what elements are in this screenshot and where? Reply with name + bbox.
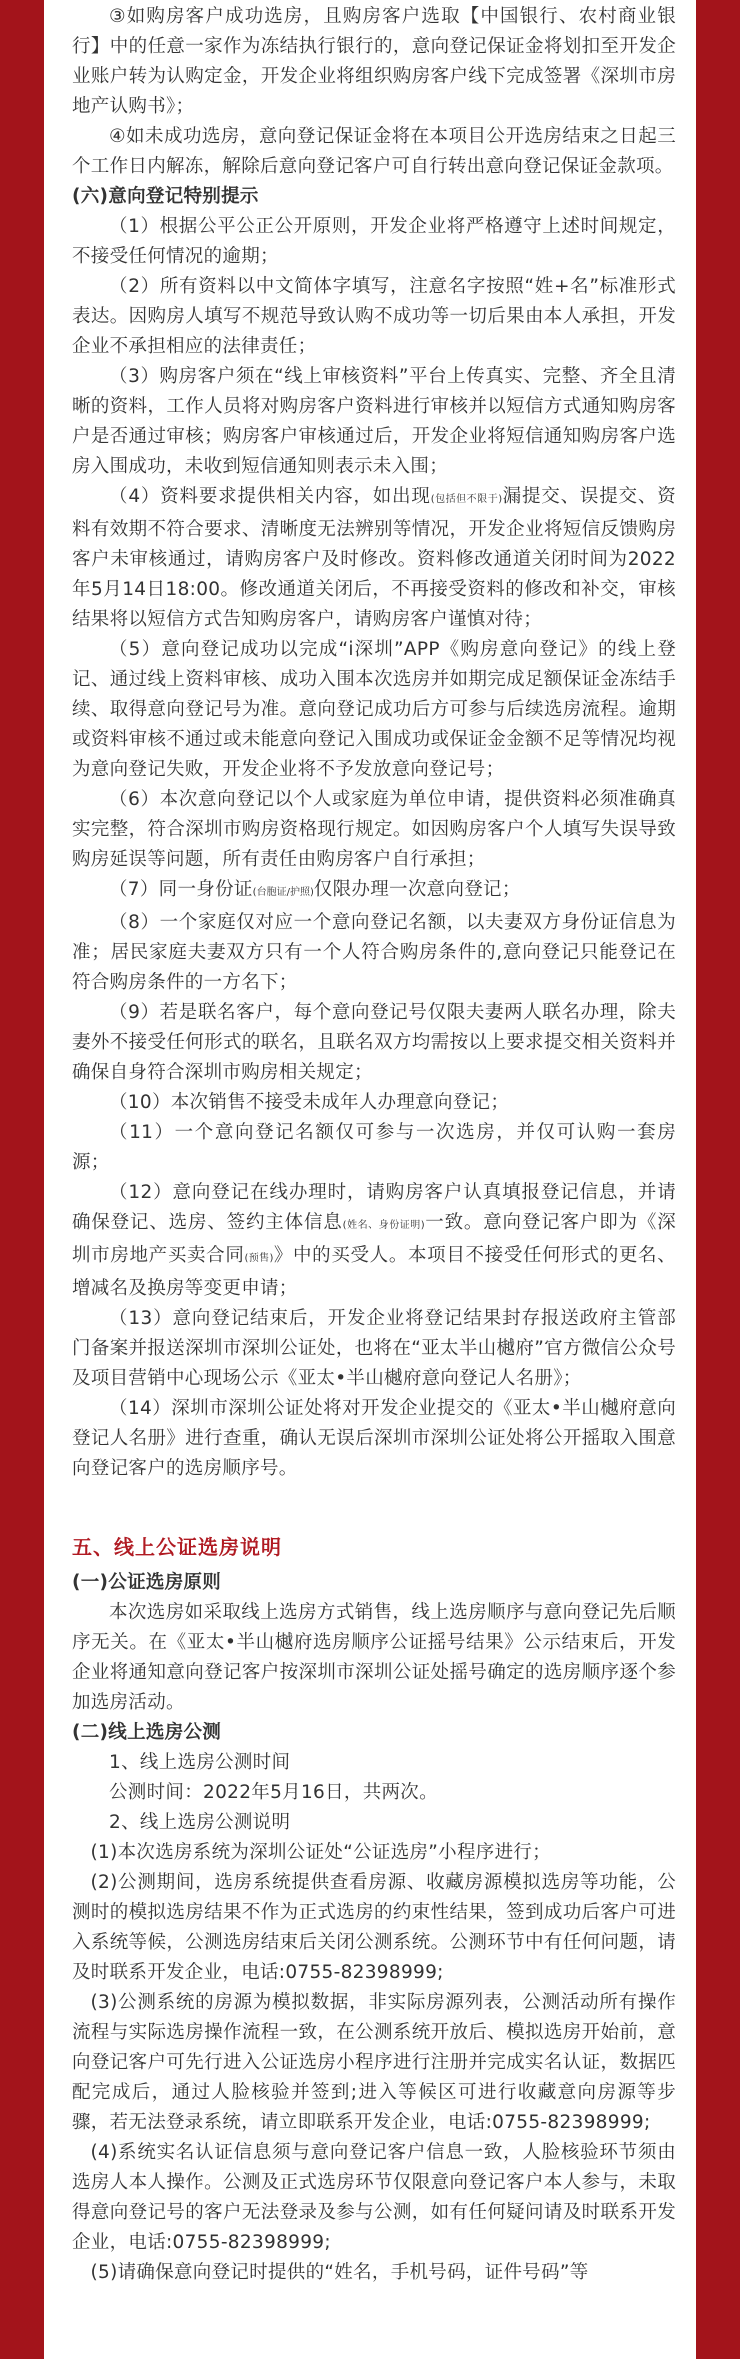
text-segment: 》中的买受人。本项目不接受任何形式的更名、增减名及换房等变更申请； xyxy=(72,1245,677,1299)
subsection-heading: (六)意向登记特别提示 xyxy=(72,186,259,207)
paragraph: （1）根据公平公正公开原则，开发企业将严格遵守上述时间规定，不接受任何情况的逾期； xyxy=(72,216,676,267)
paragraph: (4)系统实名认证信息须与意向登记客户信息一致，人脸核验环节须由选房人本人操作。公测及正式选房环节仅限意向登记客户本人参与，未取得意向登记号的客户无法登录及参与公测，如有任何疑问请及时联系开发企业，电话:0755-82398999; xyxy=(72,2142,676,2253)
footnote-text: (预售) xyxy=(244,1253,274,1264)
paragraph: （14）深圳市深圳公证处将对开发企业提交的《亚太•半山樾府意向登记人名册》进行查重，确认无误后深圳市深圳公证处将公开摇取入围意向登记客户的选房顺序号。 xyxy=(72,1398,676,1479)
paragraph: （6）本次意向登记以个人或家庭为单位申请，提供资料必须准确真实完整，符合深圳市购房资格现行规定。如因购房客户个人填写失误导致购房延误等问题，所有责任由购房客户自行承担； xyxy=(72,789,676,870)
paragraph: （9）若是联名客户，每个意向登记号仅限夫妻两人联名办理，除夫妻外不接受任何形式的联名，且联名双方均需按以上要求提交相关资料并确保自身符合深圳市购房相关规定； xyxy=(72,1002,676,1083)
paragraph: 本次选房如采取线上选房方式销售，线上选房顺序与意向登记先后顺序无关。在《亚太•半山樾府选房顺序公证摇号结果》公示结束后，开发企业将通知意向登记客户按深圳市深圳公证处摇号确定的选房顺序逐个参加选房活动。 xyxy=(72,1602,676,1713)
subsection-heading: (二)线上选房公测 xyxy=(72,1722,222,1743)
paragraph xyxy=(72,875,676,908)
paragraph: ③如购房客户成功选房，且购房客户选取【中国银行、农村商业银行】中的任意一家作为冻结执行银行的，意向登记保证金将划扣至开发企业账户转为认购定金，开发企业将组织购房客户线下完成签署《深圳市房地产认购书》； xyxy=(72,6,676,117)
text-segment: 一致。意向登记客户即为《深圳市房地产买卖合同 xyxy=(72,1212,677,1266)
text-segment: （12）意向登记在线办理时，请购房客户认真填报登记信息，并请确保登记、选房、签约主体信息 xyxy=(72,1182,676,1233)
paragraph: （3）购房客户须在“线上审核资料”平台上传真实、完整、齐全且清晰的资料，工作人员将对购房客户资料进行审核并以短信方式通知购房客户是否通过审核；购房客户审核通过后，开发企业将短信通知购房客户选房入围成功，未收到短信通知则表示未入围； xyxy=(72,366,676,477)
paragraph: (3)公测系统的房源为模拟数据，非实际房源列表，公测活动所有操作流程与实际选房操作流程一致，在公测系统开放后、模拟选房开始前，意向登记客户可先行进入公证选房小程序进行注册并完成实名认证，数据匹配完成后，通过人脸核验并签到;进入等候区可进行收藏意向房源等步骤，若无法登录系统，请立即联系开发企业，电话:0755-82398999; xyxy=(72,1992,676,2133)
footnote-text: (姓名、身份证明) xyxy=(342,1220,425,1231)
text-segment: 仅限办理一次意向登记； xyxy=(313,879,521,900)
paragraph: ④如未成功选房，意向登记保证金将在本项目公开选房结束之日起三个工作日内解冻，解除后意向登记客户可自行转出意向登记保证金款项。 xyxy=(72,126,676,177)
footnote-text: (包括但不限于) xyxy=(430,494,503,505)
text-segment: （7）同一身份证 xyxy=(109,879,253,900)
paragraph: 2、线上选房公测说明 xyxy=(109,1812,291,1833)
paragraph: （5）意向登记成功以完成“i深圳”APP《购房意向登记》的线上登记、通过线上资料审核、成功入围本次选房并如期完成足额保证金冻结手续、取得意向登记号为准。意向登记成功后方可参与后续选房流程。逾期或资料审核不通过或未能意向登记入围成功或保证金金额不足等情况均视为意向登记失败，开发企业将不予发放意向登记号； xyxy=(72,639,676,780)
text-segment: 漏提交、误提交、资料有效期不符合要求、清晰度无法辨别等情况，开发企业将短信反馈购房客户未审核通过，请购房客户及时修改。资料修改通道关闭时间为2022年5月14日18:00。修改通道关闭后，不再接受资料的修改和补交，审核结果将以短信方式告知购房客户，请购房客户谨慎对待； xyxy=(72,486,676,630)
subsection-heading: (一)公证选房原则 xyxy=(72,1572,222,1593)
paragraph: （10）本次销售不接受未成年人办理意向登记； xyxy=(109,1092,510,1113)
paragraph: （11）一个意向登记名额仅可参与一次选房，并仅可认购一套房源； xyxy=(72,1122,676,1173)
footnote-text: (台胞证/护照) xyxy=(252,887,314,898)
paragraph: （8）一个家庭仅对应一个意向登记名额，以夫妻双方身份证信息为准；居民家庭夫妻双方只有一个人符合购房条件的,意向登记只能登记在符合购房条件的一方名下； xyxy=(72,912,676,993)
paragraph: (5)请确保意向登记时提供的“姓名，手机号码，证件号码”等 xyxy=(90,2262,589,2283)
document-body xyxy=(72,2,676,2288)
paragraph: 公测时间：2022年5月16日，共两次。 xyxy=(109,1782,438,1803)
paragraph: （2）所有资料以中文简体字填写，注意名字按照“姓+名”标准形式表达。因购房人填写不规范导致认购不成功等一切后果由本人承担，开发企业不承担相应的法律责任； xyxy=(72,276,676,357)
paragraph: (2)公测期间，选房系统提供查看房源、收藏房源模拟选房等功能，公测时的模拟选房结果不作为正式选房的约束性结果，签到成功后客户可进入系统等候，公测选房结束后关闭公测系统。公测环节中有任何问题，请及时联系开发企业，电话:0755-82398999; xyxy=(72,1872,676,1983)
paragraph: (1)本次选房系统为深圳公证处“公证选房”小程序进行； xyxy=(90,1842,551,1863)
section-heading: 五、线上公证选房说明 xyxy=(72,1535,282,1559)
text-segment: （4）资料要求提供相关内容，如出现 xyxy=(109,486,431,507)
document-page xyxy=(44,0,696,2359)
paragraph xyxy=(72,482,676,635)
paragraph xyxy=(72,1178,676,1304)
paragraph: （13）意向登记结束后，开发企业将登记结果封存报送政府主管部门备案并报送深圳市深圳公证处，也将在“亚太半山樾府”官方微信公众号及项目营销中心现场公示《亚太•半山樾府意向登记人名册》； xyxy=(72,1308,676,1389)
paragraph: 1、线上选房公测时间 xyxy=(109,1752,291,1773)
